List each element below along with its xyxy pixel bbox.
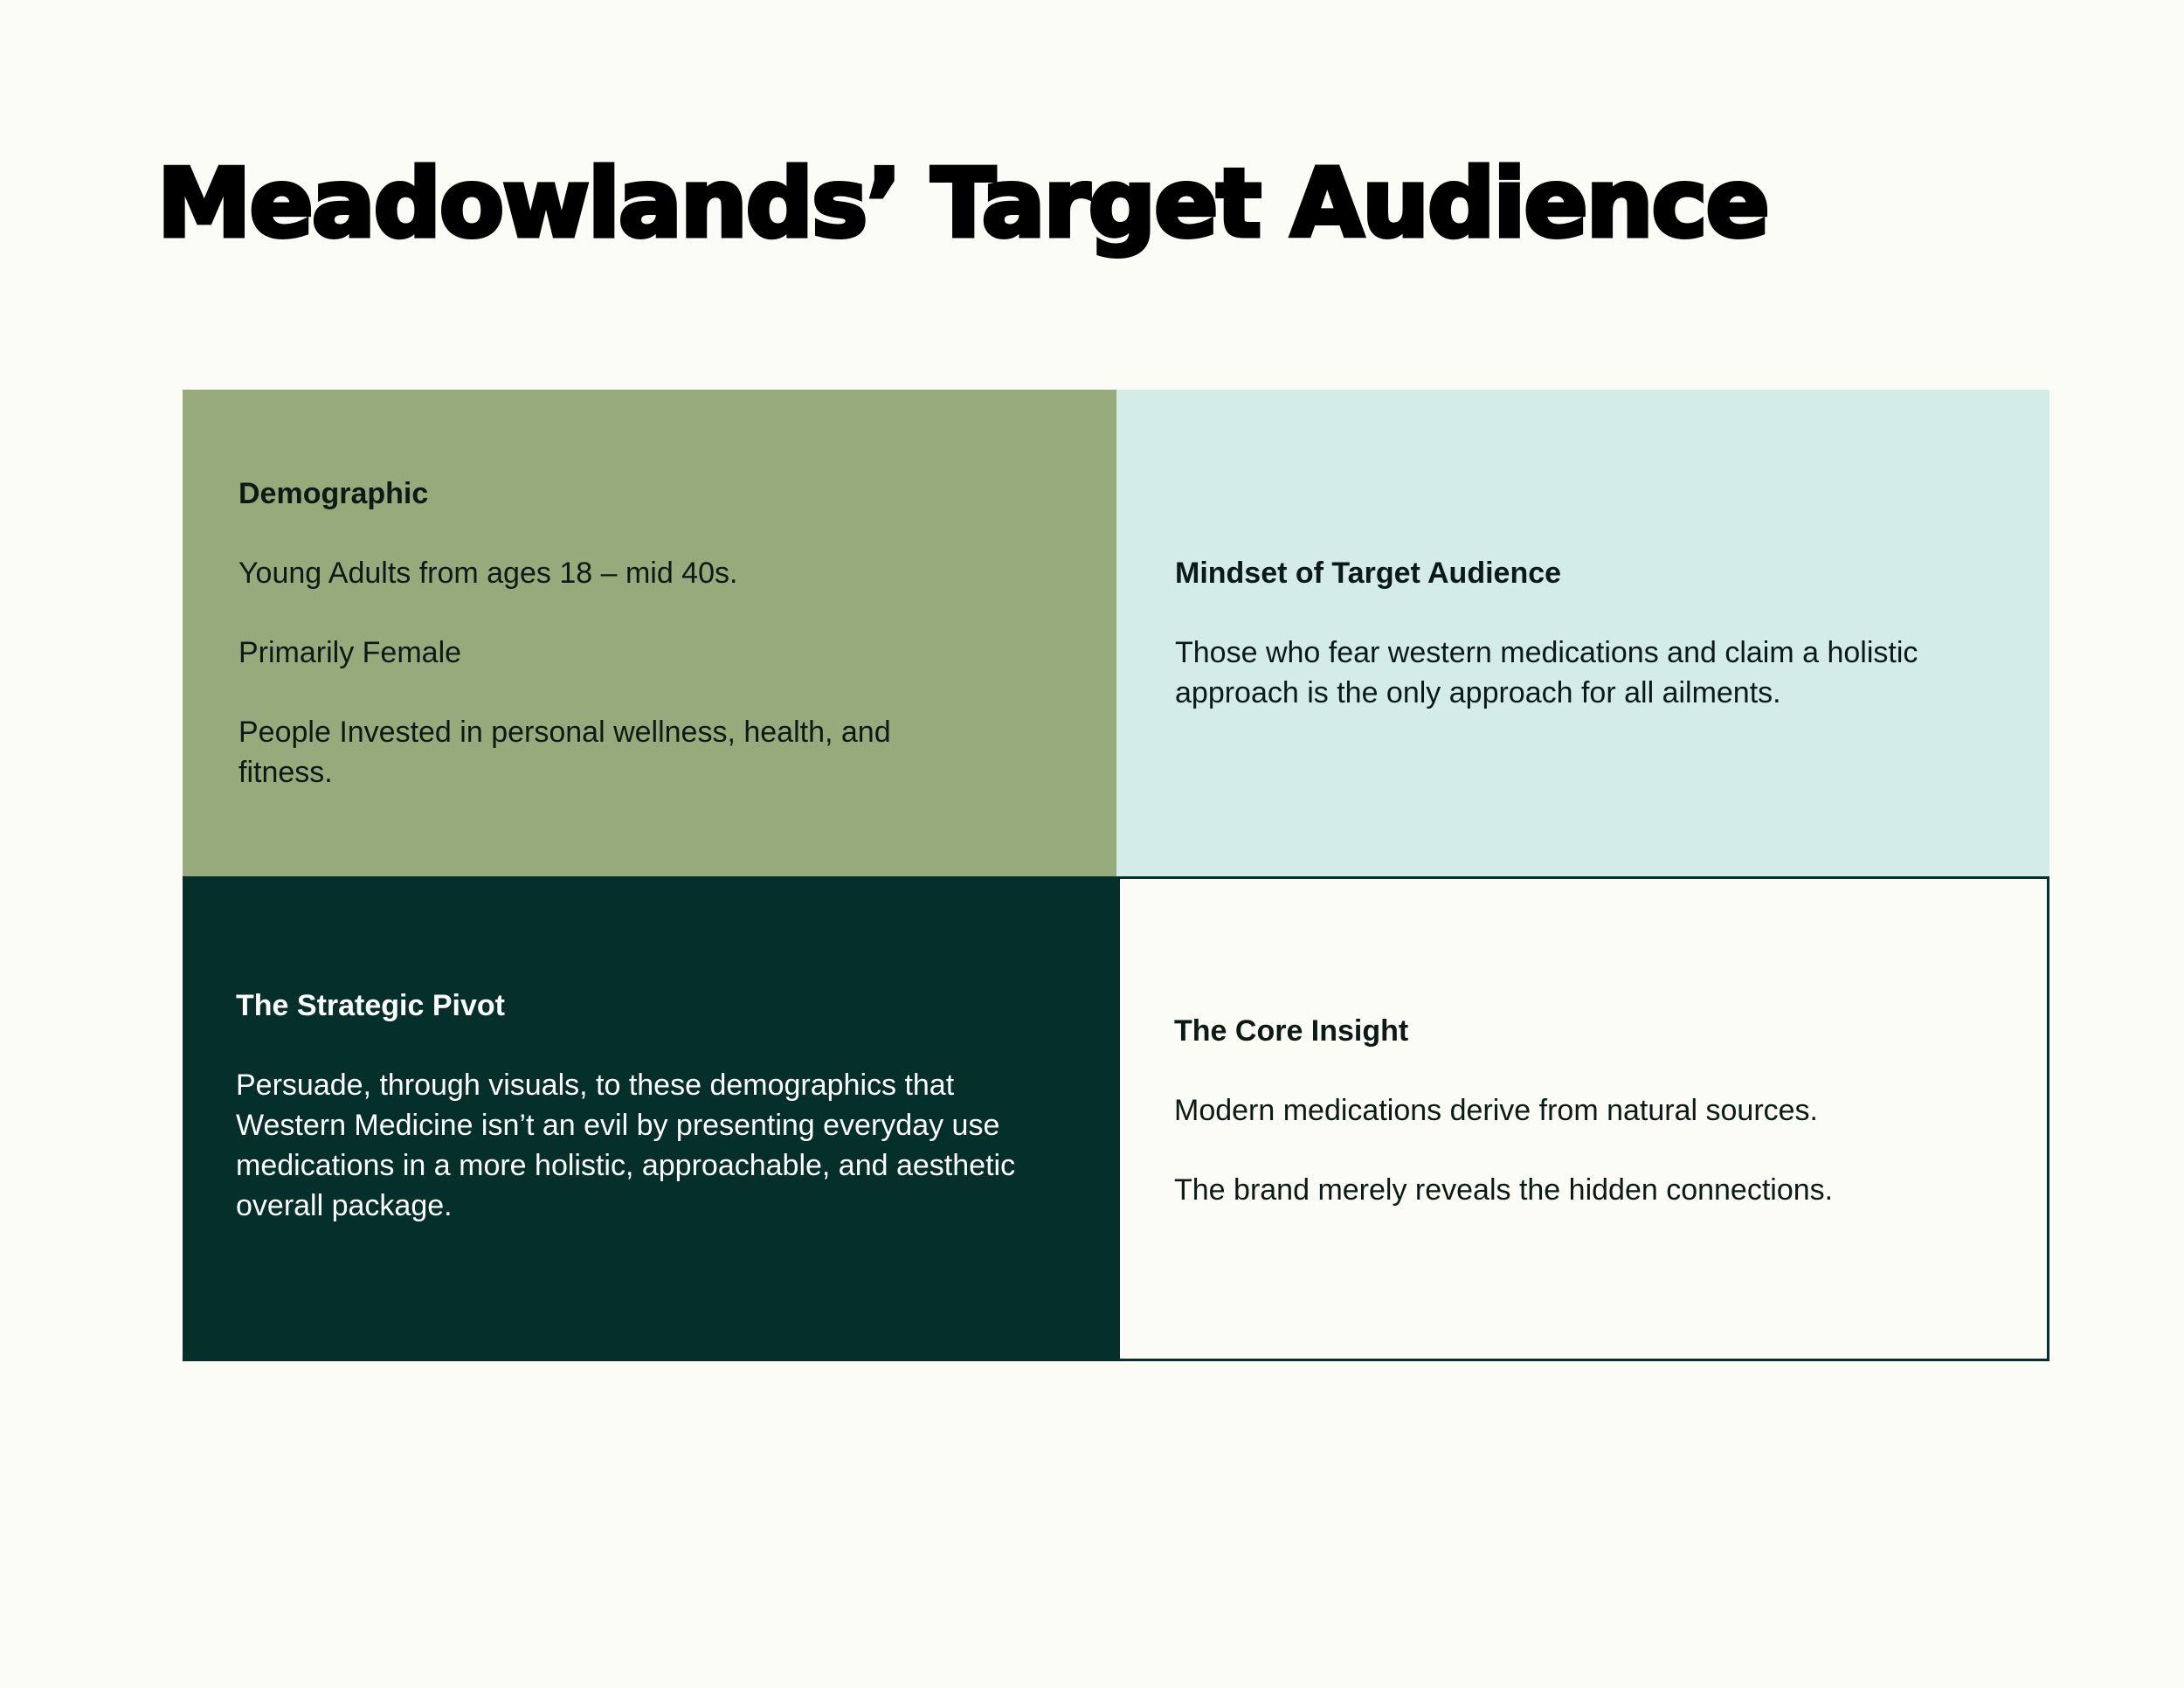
core-insight-heading: The Core Insight [1174, 1013, 1409, 1048]
demographic-interests: People Invested in personal wellness, health, and fitness. [238, 716, 891, 789]
core-insight-line-2: The brand merely reveals the hidden connections. [1174, 1173, 1834, 1207]
core-insight-panel [1117, 876, 2049, 1361]
strategic-pivot-text: Persuade, through visuals, to these demographics that Western Medicine isn’t an evil by presenting everyday use medications in a more holistic, approachable, and aesthetic overall package. [236, 1069, 1016, 1222]
mindset-heading: Mindset of Target Audience [1175, 557, 1562, 590]
mindset-panel [1116, 390, 2049, 876]
strategic-pivot-heading: The Strategic Pivot [236, 989, 505, 1022]
demographic-panel [183, 390, 1116, 876]
demographic-gender: Primarily Female [238, 636, 462, 669]
demographic-heading: Demographic [238, 477, 429, 510]
mindset-text: Those who fear western medications and claim a holistic approach is the only approach for all ailments. [1175, 636, 1918, 709]
page-title: Meadowlands’ Target Audience [157, 149, 1768, 259]
strategic-pivot-panel [183, 876, 1119, 1361]
audience-grid [183, 390, 2049, 1361]
core-insight-line-1: Modern medications derive from natural sources. [1174, 1093, 1818, 1127]
demographic-age-range: Young Adults from ages 18 – mid 40s. [238, 557, 738, 590]
